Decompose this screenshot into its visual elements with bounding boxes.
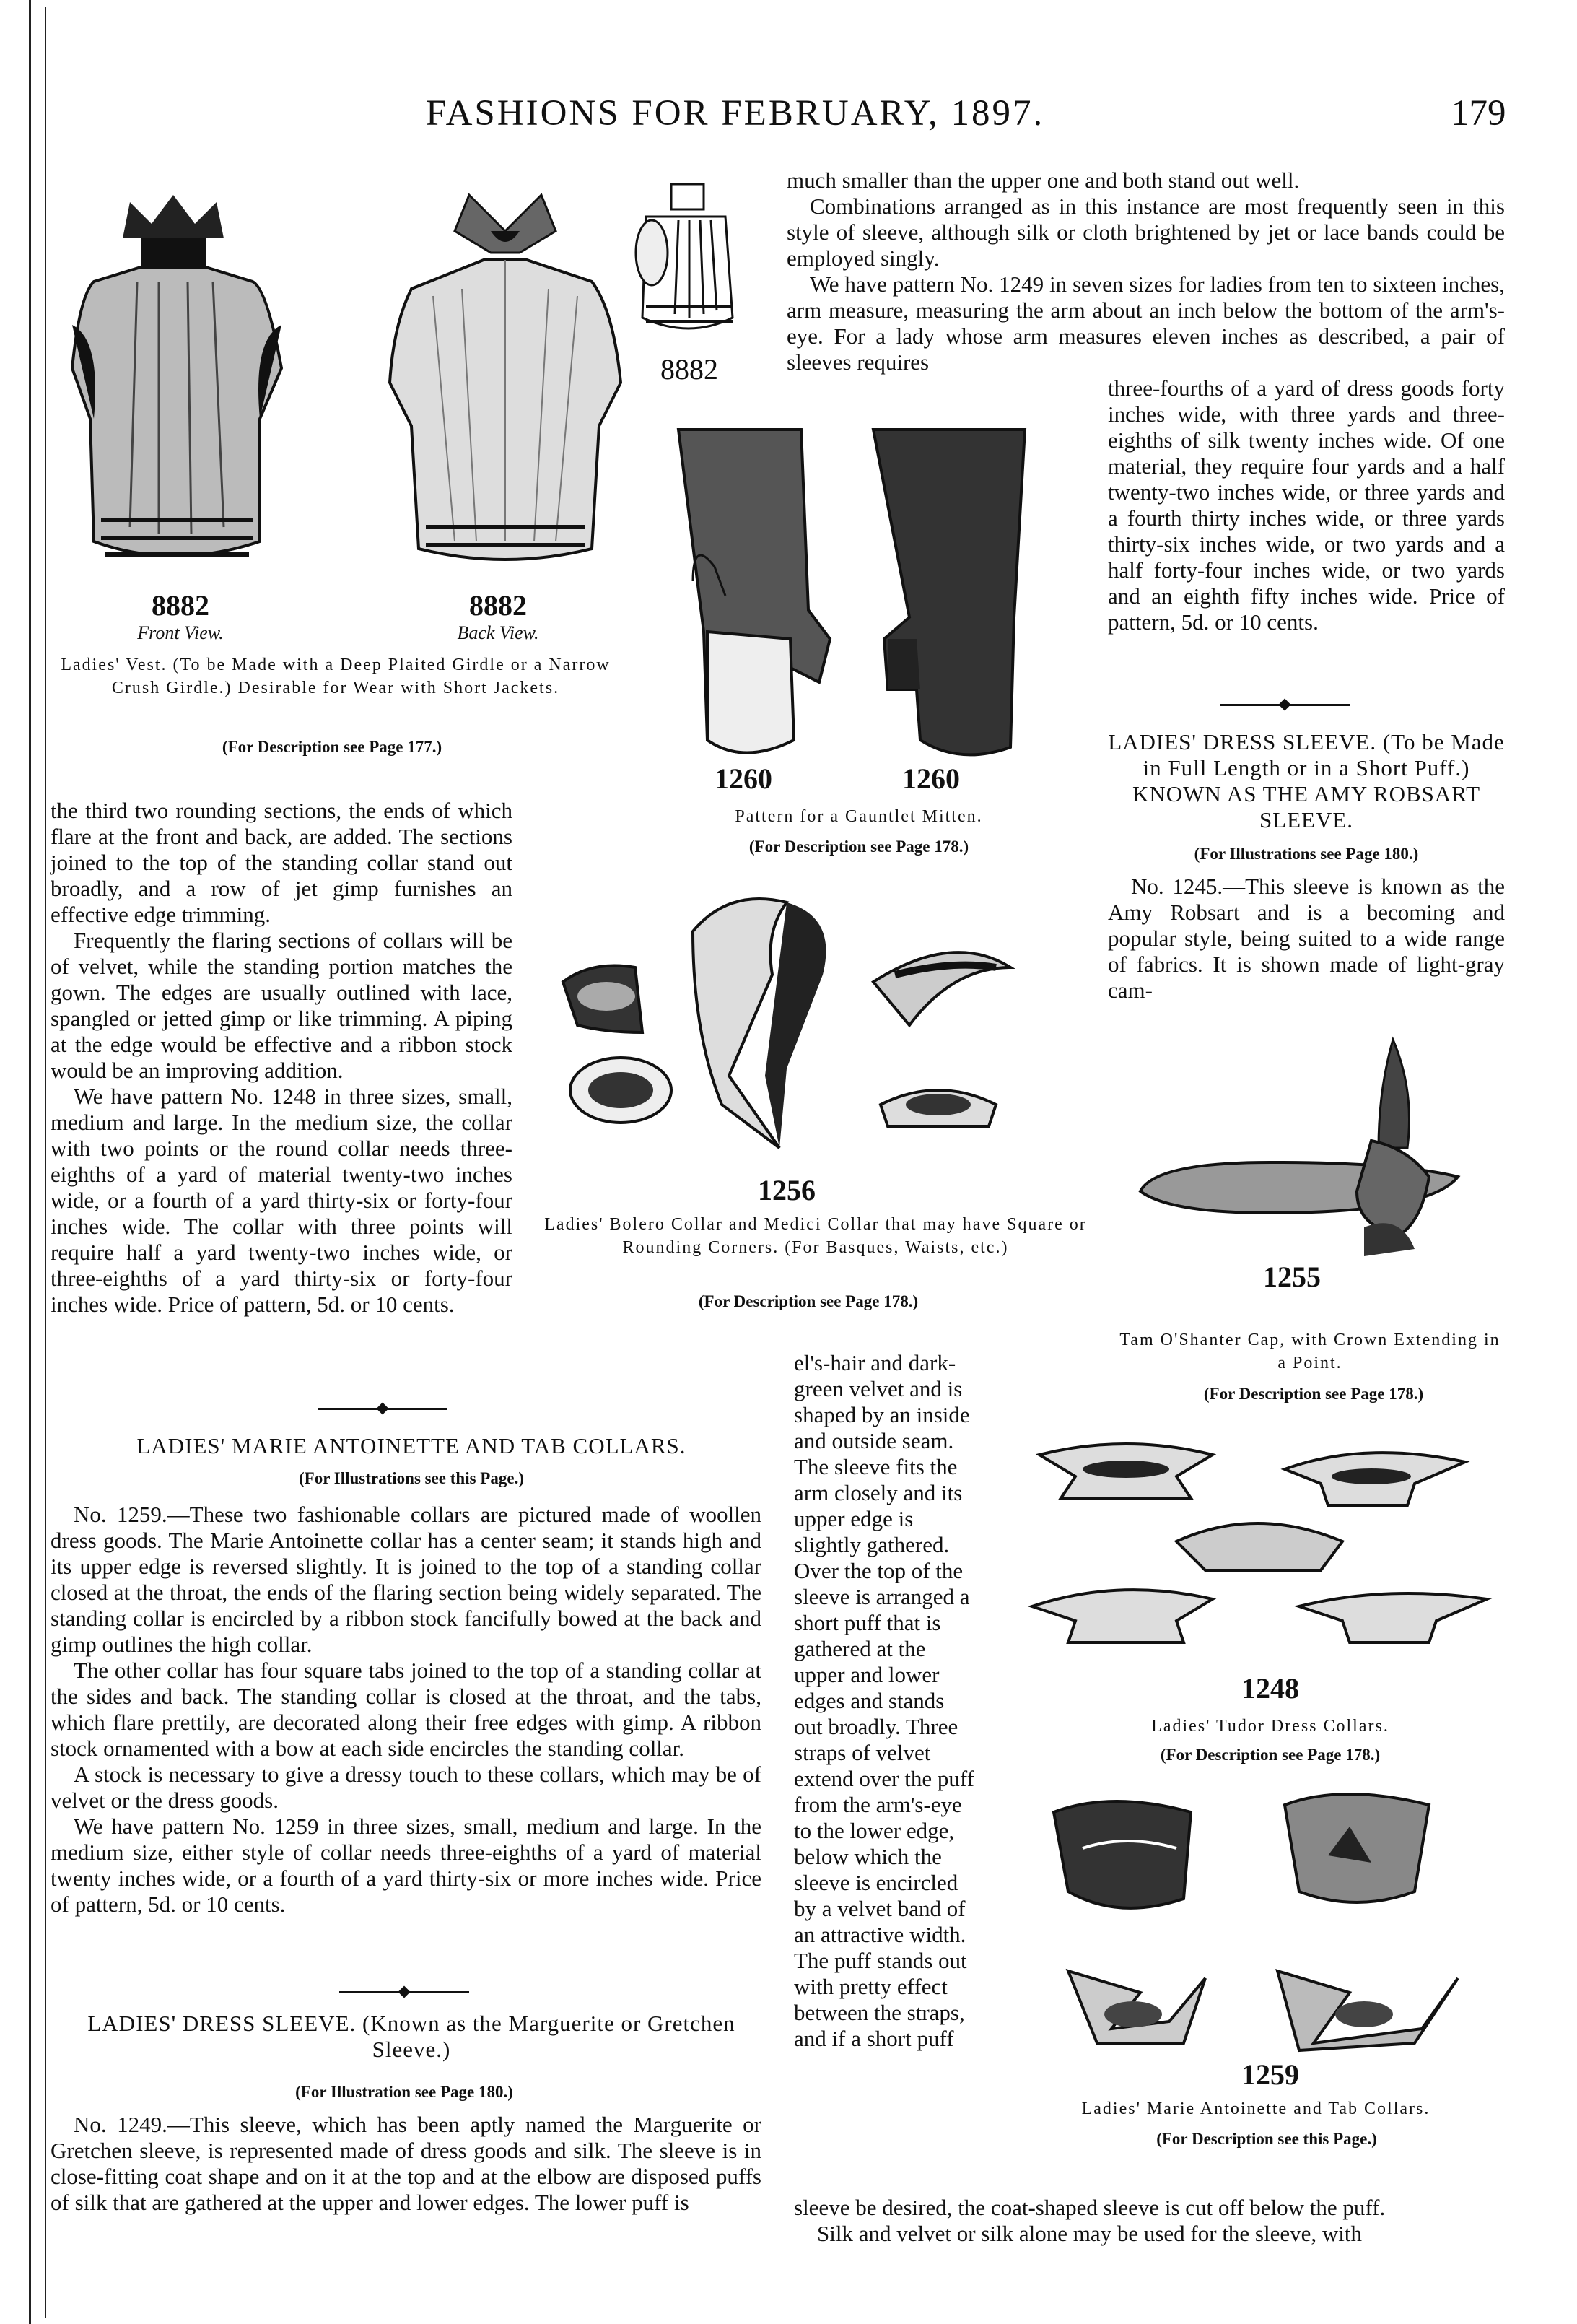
divider-ornament xyxy=(1279,699,1291,711)
vest-small-illustration xyxy=(632,180,740,347)
marguerite-section-title: LADIES' DRESS SLEEVE. (Known as the Marguerite or Gretchen Sleeve.) xyxy=(87,2011,735,2062)
paragraph: el's-hair and dark-green velvet and is shaped by an inside and outside seam. The sleeve fits the arm closely and its upper edge is slightly gathered. Over the top of the sleeve is arranged a short puff that is gathered at the upper and lower edges and stands out broadly. Three straps of velvet extend over the puff from the arm's-eye to the lower edge, below which the sleeve is encircled by a velvet band of an attractive width. The puff stands out with pretty effect between the straps, and if a short puff xyxy=(794,1350,974,2051)
divider-ornament xyxy=(377,1403,389,1415)
scan-edge-mark xyxy=(45,7,46,2318)
vest-ref: (For Description see Page 177.) xyxy=(222,738,442,756)
marie-fig-number: 1259 xyxy=(1241,2058,1299,2091)
amy-section-ref: (For Illustrations see Page 180.) xyxy=(1194,845,1419,863)
collar-continuation-text xyxy=(51,798,512,1318)
vest-front-label: Front View. xyxy=(137,622,224,643)
tudor-fig-number: 1248 xyxy=(1241,1672,1299,1705)
amy-section-title: LADIES' DRESS SLEEVE. (To be Made in Full Length or in a Short Puff.) KNOWN AS THE AMY ROBSART SLEEVE. xyxy=(1108,729,1505,832)
vest-back-fig-number: 8882 xyxy=(469,589,527,622)
marie-section-title: LADIES' MARIE ANTOINETTE AND TAB COLLARS. xyxy=(136,1433,686,1458)
mitten-left-illustration xyxy=(664,422,844,769)
tam-cap-illustration xyxy=(1126,1032,1487,1263)
divider-ornament xyxy=(398,1986,411,1998)
marie-section-text xyxy=(51,1502,761,1918)
paragraph: A stock is necessary to give a dressy touch to these collars, which may be of velvet or the dress goods. xyxy=(51,1762,761,1813)
tudor-collars-illustration xyxy=(1025,1426,1516,1671)
mitten-caption: Pattern for a Gauntlet Mitten. xyxy=(735,807,983,826)
paragraph: No. 1259.—These two fashionable collars are pictured made of woollen dress goods. The Marie Antoinette collar has a center seam; it stands high and its upper edge is reversed slightly. It is joined to the top of a standing collar closed at the throat, the ends of the flaring section being widely separated. The standing collar is encircled by a ribbon stock fancifully bowed at the back and gimp outlines the high collar. xyxy=(51,1502,761,1657)
vest-back-illustration xyxy=(375,180,635,585)
paragraph: sleeve be desired, the coat-shaped sleeve is cut off below the puff. xyxy=(794,2195,1386,2220)
paragraph: much smaller than the upper one and both stand out well. xyxy=(787,167,1300,193)
paragraph: We have pattern No. 1249 in seven sizes for ladies from ten to sixteen inches, arm measure, measuring the arm about an inch below the bottom of the arm's-eye. For a lady whose arm measures eleven inches as described, a pair of sleeves requires xyxy=(787,271,1505,375)
bolero-caption: Ladies' Bolero Collar and Medici Collar that may have Square or Rounding Corners. (For Basques, Waists, etc.) xyxy=(544,1215,1087,1257)
bolero-ref: (For Description see Page 178.) xyxy=(698,1292,919,1310)
mitten-left-fig-number: 1260 xyxy=(715,762,772,795)
sleeve-continuation-text xyxy=(787,167,1505,375)
bolero-fig-number: 1256 xyxy=(758,1174,816,1206)
vest-front-fig-number: 8882 xyxy=(152,589,209,622)
vest-back-label: Back View. xyxy=(457,622,539,643)
bolero-collars-illustration xyxy=(549,888,1075,1177)
tam-caption: Tam O'Shanter Cap, with Crown Extending in a Point. xyxy=(1119,1331,1500,1372)
bottom-continuation-text xyxy=(794,2195,1505,2247)
scan-edge-mark xyxy=(29,0,31,2324)
paragraph: the third two rounding sections, the ends of which flare at the front and back, are added. The sections joined to the top of the standing collar stand out broadly, and a row of jet gimp furnishes an effective edge trimming. xyxy=(51,798,512,927)
marie-fig-ref: (For Description see this Page.) xyxy=(1156,2130,1377,2148)
tudor-caption: Ladies' Tudor Dress Collars. xyxy=(1151,1717,1389,1736)
paragraph: The other collar has four square tabs joined to the top of a standing collar at the sides and back. The standing collar is closed at the throat, and the tabs, which flare prettily, are decorated along their free edges with gimp. A ribbon stock ornamented with a bow at each side encircles the standing collar. xyxy=(51,1658,761,1761)
paragraph: No. 1249.—This sleeve, which has been aptly named the Marguerite or Gretchen sleeve, is represented made of dress goods and silk. The sleeve is in close-fitting coat shape and on it at the top and at the elbow are disposed puffs of silk that are gathered at the upper and lower edges. The lower puff is xyxy=(51,2112,761,2215)
amy-continuation-text xyxy=(794,1350,974,2052)
marguerite-section-ref: (For Illustration see Page 180.) xyxy=(295,2083,513,2101)
tudor-ref: (For Description see Page 178.) xyxy=(1160,1746,1381,1764)
mitten-ref: (For Description see Page 178.) xyxy=(748,837,969,856)
paragraph: We have pattern No. 1248 in three sizes, small, medium and large. In the medium size, the collar with two points or the round collar needs three-eighths of a yard of material twenty-two inches wide, or a fourth of a yard thirty-six or forty-four inches wide. The collar with three points will require half a yard twenty-two inches wide, or three-eighths of a yard thirty-six or forty-four inches wide. Price of pattern, 5d. or 10 cents. xyxy=(51,1084,512,1317)
paragraph: three-fourths of a yard of dress goods forty inches wide, with three yards and three-eighths of silk twenty inches wide. Of one material, they require four yards and a half twenty-two inches wide, or three yards and a fourth thirty inches wide, or three yards thirty-six inches wide, or two yards and a half forty-four inches wide, or two yards and an eighth fifty inches wide. Price of pattern, 5d. or 10 cents. xyxy=(1108,375,1505,635)
page-number: 179 xyxy=(1451,93,1506,134)
marie-collars-illustration xyxy=(1039,1783,1487,2072)
mitten-right-illustration xyxy=(866,422,1054,769)
paragraph: Silk and velvet or silk alone may be used for the sleeve, with xyxy=(817,2221,1363,2246)
paragraph: We have pattern No. 1259 in three sizes, small, medium and large. In the medium size, either style of collar needs three-eighths of a yard of material twenty inches wide, or a fourth of a yard thirty-six or more inches wide. Price of pattern, 5d. or 10 cents. xyxy=(51,1814,761,1917)
amy-section-text xyxy=(1108,874,1505,1004)
paragraph: Combinations arranged as in this instance are most frequently seen in this style of sleeve, although silk or cloth brightened by jet or lace bands could be employed singly. xyxy=(787,193,1505,271)
vest-small-fig-number: 8882 xyxy=(660,353,718,386)
sleeve-yardage-text xyxy=(1108,375,1505,635)
marie-fig-caption: Ladies' Marie Antoinette and Tab Collars. xyxy=(1081,2099,1430,2118)
paragraph: Frequently the flaring sections of collars will be of velvet, while the standing portion matches the gown. The edges are usually outlined with lace, spangled or jetted gimp or like trimming. A piping at the edge would be effective and a ribbon stock would be an improving addition. xyxy=(51,928,512,1083)
page-header-title: FASHIONS FOR FEBRUARY, 1897. xyxy=(426,93,1045,134)
mitten-right-fig-number: 1260 xyxy=(902,762,960,795)
tam-ref: (For Description see Page 178.) xyxy=(1203,1385,1424,1403)
marie-section-ref: (For Illustrations see this Page.) xyxy=(299,1469,524,1487)
vest-caption: Ladies' Vest. (To be Made with a Deep Plaited Girdle or a Narrow Crush Girdle.) Desirable for Wear with Short Jackets. xyxy=(61,656,611,697)
vest-front-illustration xyxy=(51,180,303,585)
marguerite-section-text xyxy=(51,2112,761,2216)
tam-fig-number: 1255 xyxy=(1263,1261,1321,1293)
paragraph: No. 1245.—This sleeve is known as the Amy Robsart and is a becoming and popular style, being suited to a wide range of fabrics. It is shown made of light-gray cam- xyxy=(1108,874,1505,1003)
